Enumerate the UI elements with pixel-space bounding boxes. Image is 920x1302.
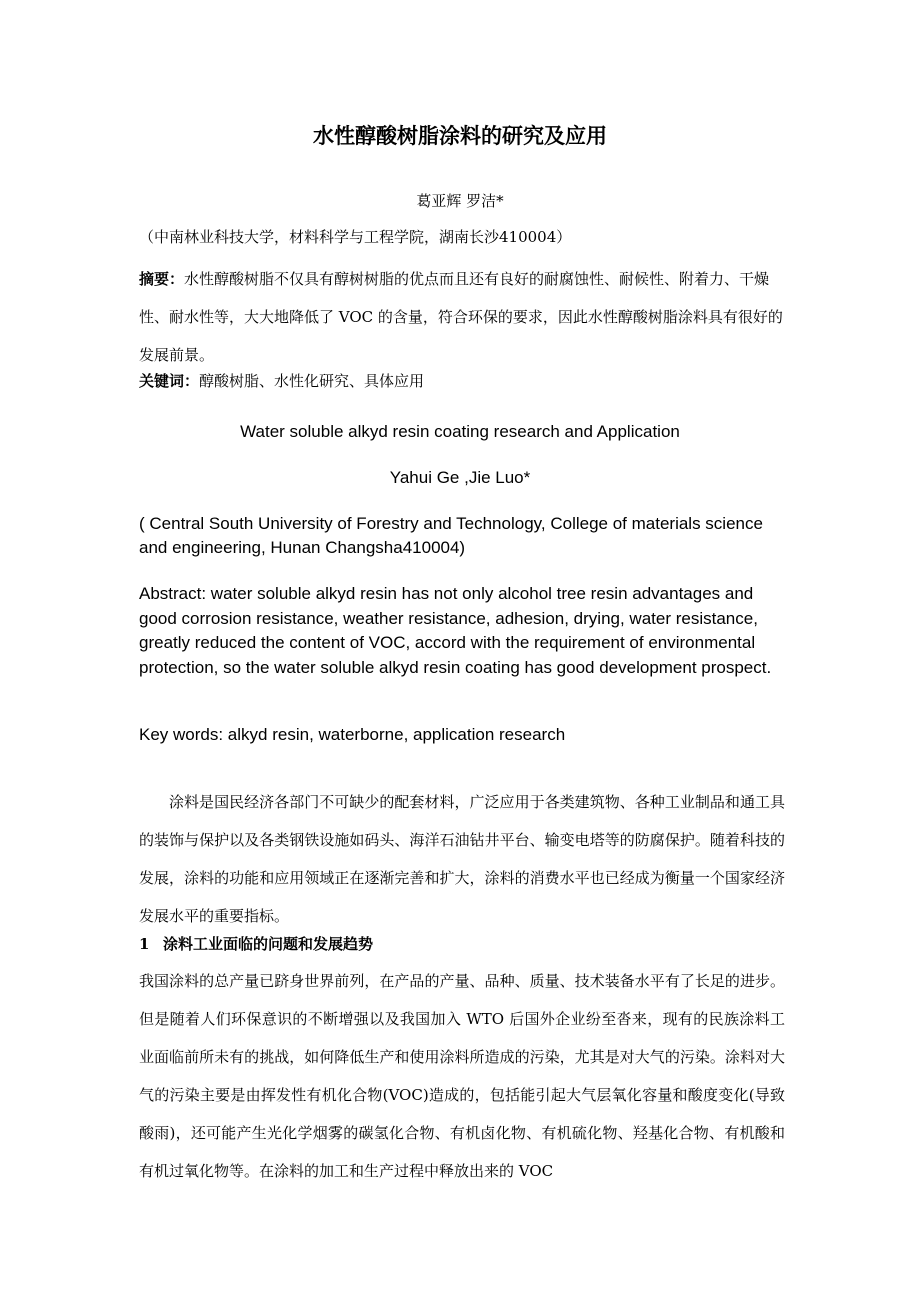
abstract-en: Abstract: water soluble alkyd resin has not only alcohol tree resin advantages and good corrosion resistance, weather resistance, adhesion, drying, water resistance, greatly reduced the content of VOC, accord with the requirement of environmental protection, so the water soluble alkyd resin coating has good development prospect. bbox=[139, 584, 772, 677]
intro-paragraph: 涂料是国民经济各部门不可缺少的配套材料，广泛应用于各类建筑物、各种工业制品和通工具的装饰与保护以及各类钢铁设施如码头、海洋石油钻井平台、输变电塔等的防腐保护。随着科技的发展，涂料的功能和应用领域正在逐渐完善和扩大，涂料的消费水平也已经成为衡量一个国家经济发展水平的重要指标。 bbox=[139, 793, 785, 925]
abstract-zh bbox=[139, 260, 785, 374]
affiliation-en: ( Central South University of Forestry and Technology, College of materials science and engineering, Hunan Changsha410004) bbox=[139, 514, 763, 557]
abstract-zh-text: 水性醇酸树脂不仅具有醇树树脂的优点而且还有良好的耐腐蚀性、耐候性、附着力、干燥性、耐水性等，大大地降低了 VOC 的含量，符合环保的要求，因此水性醇酸树脂涂料具有很好的发展前景。 bbox=[139, 270, 783, 364]
keywords-zh-label: 关键词： bbox=[139, 372, 200, 390]
paper-title-en: Water soluble alkyd resin coating research and Application bbox=[240, 422, 680, 441]
authors-zh: 葛亚辉 罗洁* bbox=[416, 192, 504, 210]
section-title: 涂料工业面临的问题和发展趋势 bbox=[163, 935, 374, 953]
authors-en: Yahui Ge ,Jie Luo* bbox=[389, 468, 531, 487]
keywords-zh bbox=[139, 370, 424, 391]
section-heading-1 bbox=[139, 933, 373, 954]
paper-title-zh: 水性醇酸树脂涂料的研究及应用 bbox=[313, 124, 607, 148]
keywords-en: Key words: alkyd resin, waterborne, application research bbox=[139, 725, 566, 744]
keywords-zh-text: 醇酸树脂、水性化研究、具体应用 bbox=[199, 372, 425, 390]
affiliation-zh: （中南林业科技大学，材料科学与工程学院，湖南长沙410004） bbox=[139, 228, 572, 246]
section-number: 1 bbox=[139, 935, 150, 953]
section1-paragraph: 我国涂料的总产量已跻身世界前列，在产品的产量、品种、质量、技术装备水平有了长足的进步。但是随着人们环保意识的不断增强以及我国加入 WTO 后国外企业纷至沓来，现有的民族涂料工业面临前所未有的挑战，如何降低生产和使用涂料所造成的污染，尤其是对大气的污染。涂料对大气的污染主要是由挥发性有机化合物(VOC)造成的，包括能引起大气层氧化容量和酸度变化(导致酸雨)，还可能产生光化学烟雾的碳氢化合物、有机卤化物、有机硫化物、羟基化合物、有机酸和有机过氧化物等。在涂料的加工和生产过程中释放出来的 VOC bbox=[139, 972, 785, 1180]
abstract-zh-label: 摘要： bbox=[139, 270, 185, 288]
